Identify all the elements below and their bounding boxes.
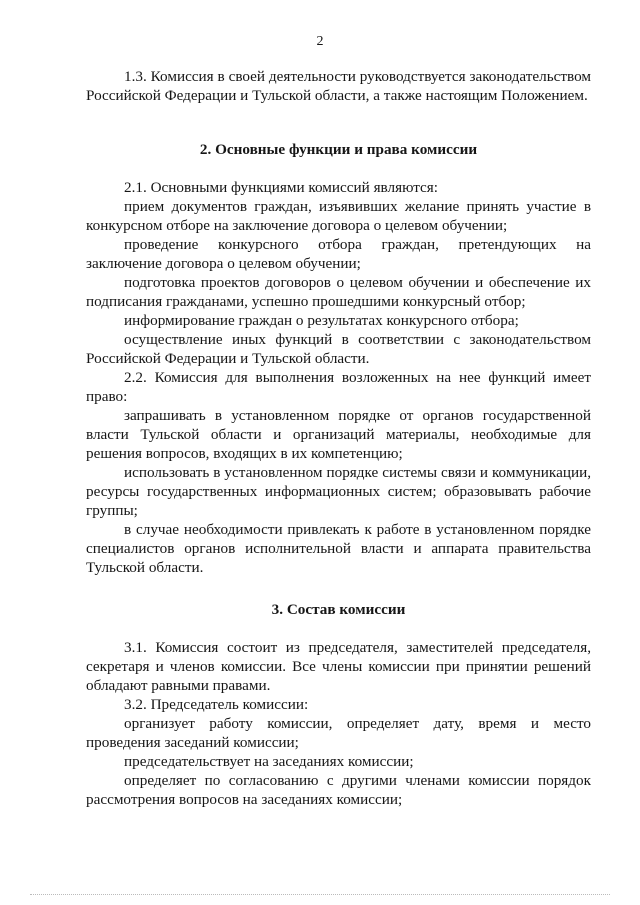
list-item: определяет по согласованию с другими членами комиссии порядок рассмотрения вопросов на заседаниях комиссии;: [86, 772, 591, 808]
list-item: запрашивать в установленном порядке от органов государственной власти Тульской области и организаций материалы, необходимые для решения вопросов, входящих в их компетенцию;: [86, 407, 591, 462]
section-1-body: [86, 67, 591, 105]
section-heading: 2. Основные функции и права комиссии: [199, 141, 478, 158]
list-item: организует работу комиссии, определяет дату, время и место проведения заседаний комиссии;: [86, 715, 591, 751]
section-heading: 3. Состав комиссии: [271, 601, 406, 618]
list-item: подготовка проектов договоров о целевом обучении и обеспечение их подписания гражданами, успешно прошедшими конкурсный отбор;: [86, 274, 591, 310]
paragraph-2-2: 2.2. Комиссия для выполнения возложенных на нее функций имеет право:: [86, 369, 591, 405]
section-2-heading-wrap: [86, 140, 591, 159]
list-item: председательствует на заседаниях комиссии;: [124, 753, 414, 770]
section-3-body: [86, 638, 591, 809]
paragraph-2-1: 2.1. Основными функциями комиссий являются:: [124, 179, 439, 196]
section-2-body: [86, 178, 591, 577]
scan-edge-divider: [30, 893, 610, 895]
page-number: 2: [316, 34, 324, 49]
list-item: в случае необходимости привлекать к работе в установленном порядке специалистов органов исполнительной власти и аппарата правительства Тульской области.: [86, 521, 591, 576]
paragraph-3-1: 3.1. Комиссия состоит из председателя, заместителей председателя, секретаря и членов комиссии. Все члены комиссии при принятии решений обладают равными правами.: [86, 639, 591, 694]
paragraph-3-2: 3.2. Председатель комиссии:: [124, 696, 309, 713]
section-3-heading-wrap: [86, 600, 591, 619]
list-item: проведение конкурсного отбора граждан, претендующих на заключение договора о целевом обучении;: [86, 236, 591, 272]
list-item: прием документов граждан, изъявивших желание принять участие в конкурсном отборе на заключение договора о целевом обучении;: [86, 198, 591, 234]
list-item: информирование граждан о результатах конкурсного отбора;: [124, 312, 519, 329]
paragraph-1-3: 1.3. Комиссия в своей деятельности руководствуется законодательством Российской Федерации и Тульской области, а также настоящим Положением.: [86, 68, 591, 104]
list-item: использовать в установленном порядке системы связи и коммуникации, ресурсы государственных информационных систем; образовывать рабочие группы;: [86, 464, 591, 519]
list-item: осуществление иных функций в соответствии с законодательством Российской Федерации и Тульской области.: [86, 331, 591, 367]
